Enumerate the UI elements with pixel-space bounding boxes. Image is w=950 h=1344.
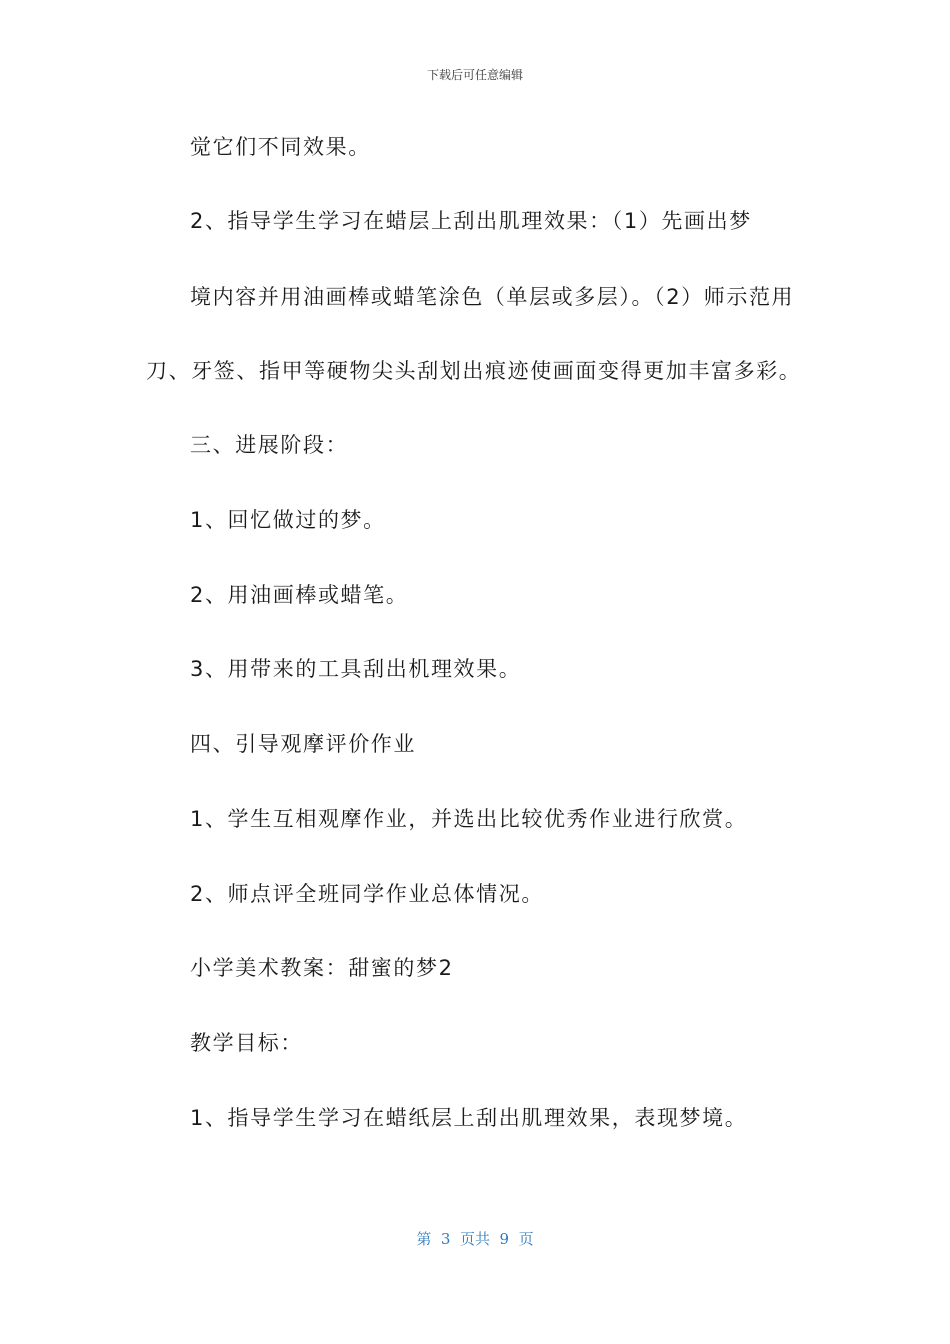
- section-heading: 三、进展阶段：: [190, 433, 349, 457]
- page-number: 第 3 页共 9 页: [416, 1230, 534, 1248]
- text-line: 2、用油画棒或蜡笔。: [190, 583, 409, 607]
- text-line: 3、用带来的工具刮出机理效果。: [190, 657, 522, 681]
- text-line: 觉它们不同效果。: [190, 135, 371, 159]
- text-line: 刀、牙签、指甲等硬物尖头刮划出痕迹使画面变得更加丰富多彩。: [146, 359, 802, 383]
- section-heading: 教学目标：: [190, 1031, 303, 1055]
- text-line: 1、指导学生学习在蜡纸层上刮出肌理效果，表现梦境。: [190, 1106, 748, 1130]
- text-line: 境内容并用油画棒或蜡笔涂色（单层或多层）。（2）师示范用: [190, 285, 795, 309]
- text-line: 2、指导学生学习在蜡层上刮出肌理效果：（1）先画出梦: [190, 209, 752, 233]
- header-note: 下载后可任意编辑: [426, 68, 523, 82]
- text-line: 1、回忆做过的梦。: [190, 508, 386, 532]
- text-line: 2、师点评全班同学作业总体情况。: [190, 882, 544, 906]
- section-heading: 四、引导观摩评价作业: [190, 732, 416, 756]
- section-heading: 小学美术教案：甜蜜的梦2: [190, 956, 454, 980]
- text-line: 1、学生互相观摩作业，并选出比较优秀作业进行欣赏。: [190, 807, 748, 831]
